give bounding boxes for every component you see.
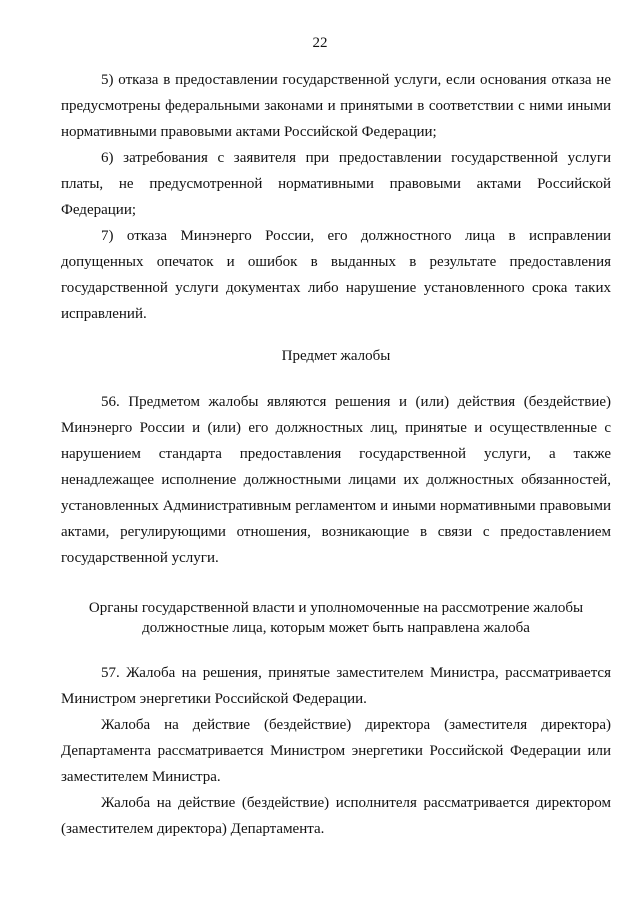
paragraph-57: 57. Жалоба на решения, принятые заместителем Министра, рассматривается Министром энергетики Российской Федерации. — [61, 665, 611, 707]
bodies-heading-block — [61, 598, 611, 638]
paragraph-director-complaint: Жалоба на действие (бездействие) директора (заместителя директора) Департамента рассматривается Министром энергетики Российской Федерации или заместителем Министра. — [61, 717, 611, 785]
page-number: 22 — [312, 35, 328, 51]
section-heading-bodies — [61, 598, 611, 638]
section-heading-bodies-line-2: должностные лица, которым может быть направлена жалоба — [142, 620, 530, 636]
paragraph-56: 56. Предметом жалобы являются решения и (или) действия (бездействие) Минэнерго России и (или) его должностных лиц, принятые и осуществленные с нарушением стандарта предоставления государственной услуги, а также ненадлежащее исполнение должностными лицами их должностных обязанностей, установленных Административным регламентом и иными нормативными правовыми актами, регулирующими отношения, возникающие в связи с предоставлением государственной услуги. — [61, 394, 611, 566]
list-block — [61, 67, 611, 327]
paragraph-executor-complaint: Жалоба на действие (бездействие) исполнителя рассматривается директором (заместителем директора) Департамента. — [61, 795, 611, 837]
section-heading-subject: Предмет жалобы — [281, 348, 391, 364]
list-item-7: 7) отказа Минэнерго России, его должностного лица в исправлении допущенных опечаток и ошибок в выданных в результате предоставления государственной услуги документах либо нарушение установленного срока таких исправлений. — [61, 228, 611, 322]
subject-heading-block — [61, 346, 611, 366]
paragraph-56-block — [61, 389, 611, 571]
list-item-6: 6) затребования с заявителя при предоставлении государственной услуги платы, не предусмотренной нормативными правовыми актами Российской Федерации; — [61, 150, 611, 218]
list-item-5: 5) отказа в предоставлении государственной услуги, если основания отказа не предусмотрены федеральными законами и принятыми в соответствии с ними иными нормативными правовыми актами Российской Федерации; — [61, 72, 611, 140]
section-heading-bodies-line-1: Органы государственной власти и уполномоченные на рассмотрение жалобы — [88, 600, 584, 616]
paragraph-57-block — [61, 660, 611, 842]
